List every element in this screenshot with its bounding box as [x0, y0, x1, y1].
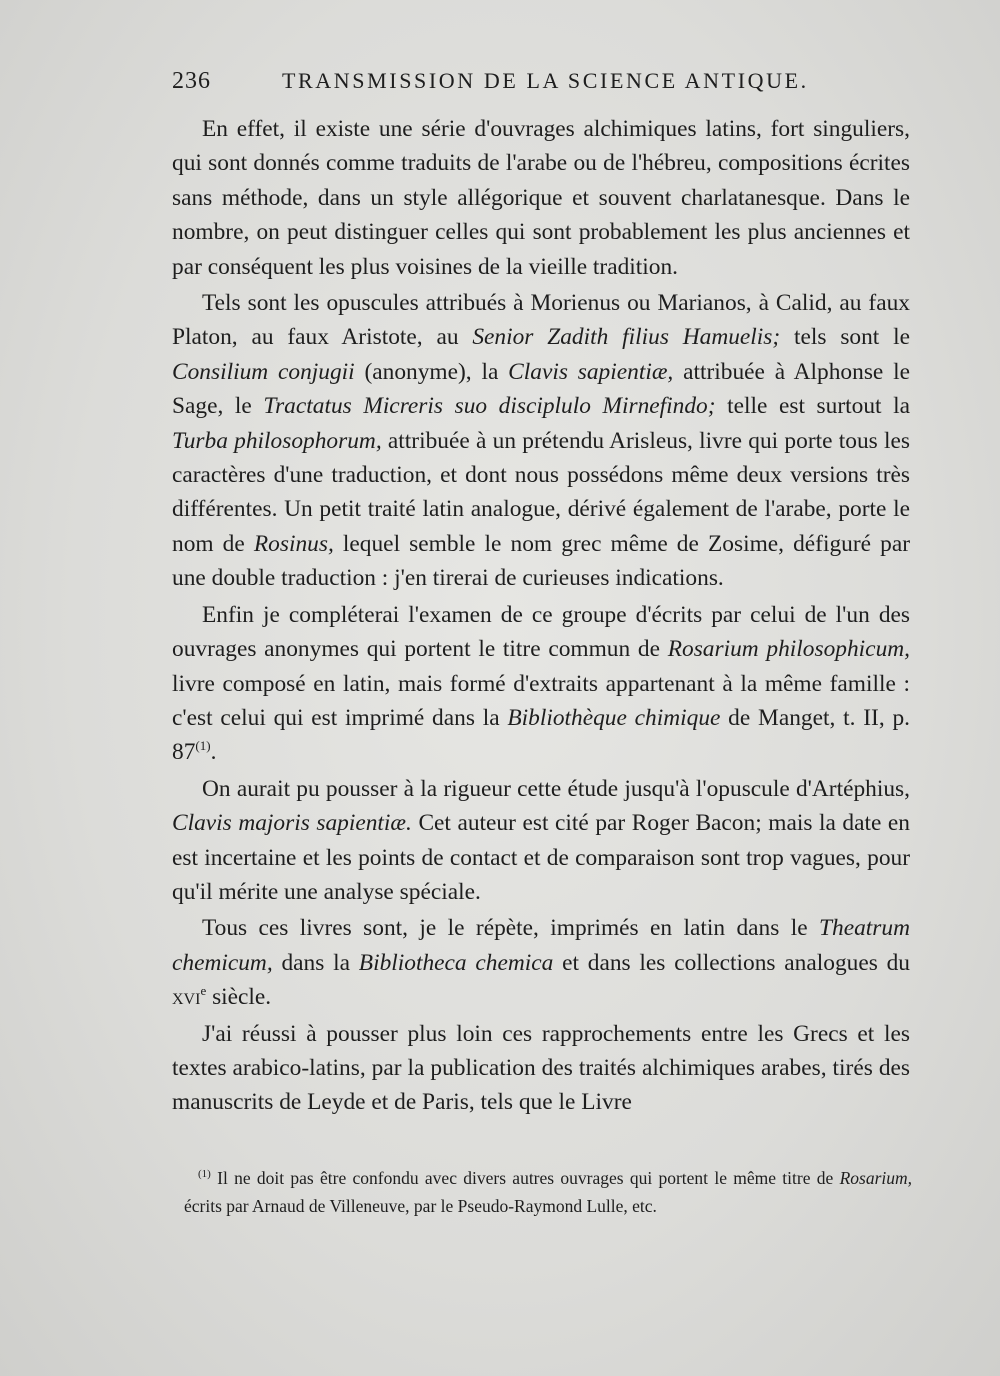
italic-title: Rosinus,: [253, 530, 334, 557]
paragraph-6: J'ai réussi à pousser plus loin ces rapprochements entre les Grecs et les textes arabico-latins, par la publication des traités alchimiques arabes, tirés des manuscrits de Leyde et de Paris, tels que le Livre: [172, 1020, 910, 1116]
text-span: siècle.: [206, 984, 272, 1011]
page-header: [172, 68, 812, 100]
body-text: [172, 112, 910, 1122]
paragraph-4: [172, 772, 910, 910]
text-span: (anonyme), la: [354, 358, 509, 385]
italic-title: Turba philosophorum,: [172, 427, 382, 454]
italic-title: Tractatus Micreris suo disciplulo Mirnefindo;: [263, 393, 716, 420]
italic-title: Consilium conjugii: [172, 358, 355, 385]
text-span: écrits par Arnaud de Villeneuve, par le Pseudo-Raymond Lulle, etc.: [184, 1196, 657, 1216]
text-span: Tous ces livres sont, je le répète, imprimés en latin dans le: [202, 915, 820, 942]
footnote-mark: (1): [198, 1168, 211, 1181]
footnote-reference: (1): [195, 738, 211, 754]
text-span: tels sont le: [780, 324, 911, 351]
text-span: On aurait pu pousser à la rigueur cette étude jusqu'à l'opuscule d'Artéphius,: [202, 775, 910, 802]
footnote-1: [184, 1164, 912, 1220]
text-span: Cet auteur est cité par Roger Bacon; mais la date en est incertaine et les points de contact et de comparaison sont trop vagues, pour qu'il mérite une analyse spéciale.: [172, 810, 910, 905]
century-numeral: xvi: [172, 984, 201, 1011]
paragraph-1: En effet, il existe une série d'ouvrages alchimiques latins, fort singuliers, qui sont donnés comme traduits de l'arabe ou de l'hébreu, compositions écrites sans méthode, dans un style allégorique et souvent charlatanesque. Dans le nombre, on peut distinguer celles qui sont probablement les plus anciennes et par conséquent les plus voisines de la vieille tradition.: [172, 116, 910, 280]
italic-title: Senior Zadith filius Hamuelis;: [472, 324, 781, 351]
text-span: attribuée à un prétendu Arisleus, livre qui porte tous les caractères d'une traduction, et dont nous possédons même deux versions très différentes. Un petit traité latin analogue, dérivé également de l'arabe, porte le nom de: [172, 427, 910, 557]
text-span: dans la: [272, 949, 359, 976]
paragraph-3: [172, 598, 910, 770]
italic-title: Bibliotheca chemica: [358, 949, 554, 976]
italic-title: Clavis sapientiæ,: [508, 358, 674, 385]
italic-title: Theatrum chemicum,: [172, 915, 910, 976]
text-span: livre composé en latin, mais formé d'extraits appartenant à la même famille : c'est celui qui est imprimé dans la: [172, 670, 910, 731]
text-span: attribuée à Alphonse le Sage, le: [172, 358, 910, 420]
text-span: .: [210, 739, 217, 766]
italic-title: Rosarium,: [839, 1168, 912, 1188]
running-title: TRANSMISSION DE LA SCIENCE ANTIQUE.: [282, 68, 809, 93]
footnotes: [184, 1164, 912, 1220]
paragraph-2: [172, 286, 910, 596]
paragraph-5: [172, 911, 910, 1014]
century-superscript: e: [200, 983, 207, 999]
text-span: Il ne doit pas être confondu avec divers autres ouvrages qui portent le même titre de: [210, 1168, 840, 1188]
italic-title: Bibliothèque chimique: [507, 704, 721, 731]
italic-title: Clavis majoris sapientiæ.: [172, 810, 412, 837]
page-number: 236: [172, 68, 211, 94]
text-span: telle est surtout la: [715, 393, 910, 420]
text-span: Tels sont les opuscules attribués à Morienus ou Marianos, à Calid, au faux Platon, au faux Aristote, au: [172, 290, 910, 351]
italic-title: Rosarium philosophicum,: [667, 636, 911, 663]
text-span: Enfin je compléterai l'examen de ce groupe d'écrits par celui de l'un des ouvrages anonymes qui portent le titre commun de: [172, 601, 910, 663]
text-span: lequel semble le nom grec même de Zosime, défiguré par une double traduction : j'en tirerai de curieuses indications.: [172, 530, 910, 592]
text-span: de Manget, t. II, p. 87: [172, 704, 910, 766]
text-span: et dans les collections analogues du: [553, 949, 910, 976]
